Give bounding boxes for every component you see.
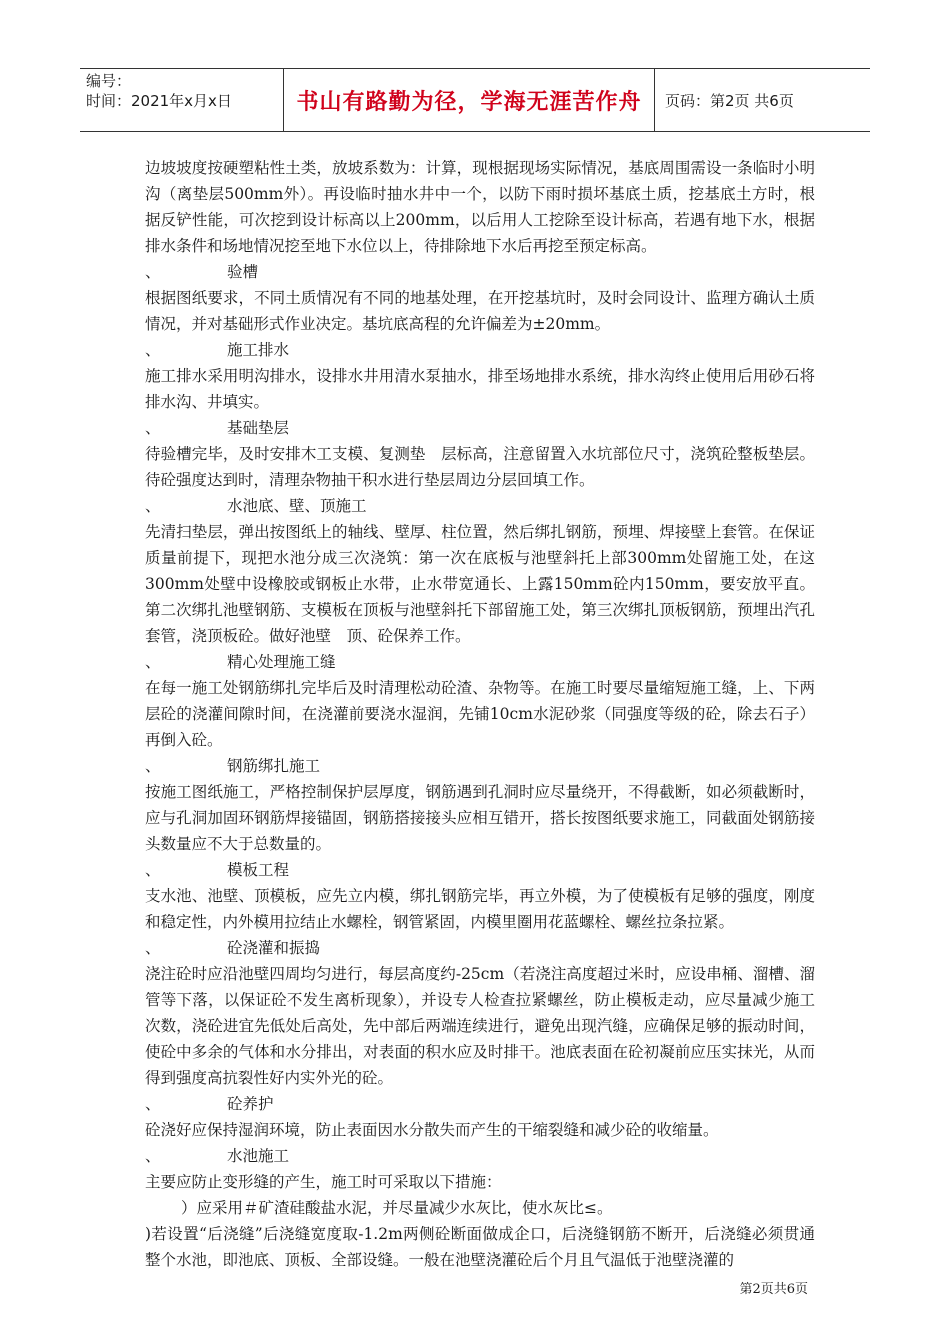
body-paragraph: 边坡坡度按硬塑粘性土类，放坡系数为：计算，现根据现场实际情况，基底周围需设一条临时小明沟（离垫层500mm外）。再设临时抽水井中一个，以防下雨时损坏基底土质，挖基底土方时，根据反铲性能，可次挖到设计标高以上200mm，以后用人工挖除至设计标高，若遇有地下水，根据排水条件和场地情况挖至地下水位以上，待排除地下水后再挖至预定标高。 — [145, 159, 815, 255]
section-marker: 、 — [145, 263, 161, 281]
header-motto-cell — [283, 69, 655, 131]
body-paragraph: ）应采用＃矿渣硅酸盐水泥，并尽量减少水灰比，使水灰比≤。 — [181, 1199, 613, 1217]
section-marker: 、 — [145, 939, 161, 957]
section-heading — [145, 1091, 815, 1117]
section-marker: 、 — [145, 497, 161, 515]
section-title: 水池底、壁、顶施工 — [227, 497, 367, 515]
body-paragraph: 根据图纸要求，不同土质情况有不同的地基处理，在开挖基坑时，及时会同设计、监理方确认土质情况，并对基础形式作业决定。基坑底高程的允许偏差为±20mm。 — [145, 289, 815, 333]
body-paragraph: 砼浇好应保持湿润环境，防止表面因水分散失而产生的干缩裂缝和减少砼的收缩量。 — [145, 1121, 719, 1139]
section-title: 验槽 — [227, 263, 259, 281]
body-paragraph: 支水池、池壁、顶模板，应先立内模，绑扎钢筋完毕，再立外模，为了使模板有足够的强度，刚度和稳定性，内外模用拉结止水螺栓，钢管紧固，内模里圈用花蓝螺栓、螺丝拉条拉紧。 — [145, 887, 815, 931]
section-heading — [145, 649, 815, 675]
date-label: 时间：2021年x月x日 — [86, 92, 232, 110]
body-paragraph: 按施工图纸施工，严格控制保护层厚度，钢筋遇到孔洞时应尽量绕开，不得截断，如必须截断时，应与孔洞加固环钢筋焊接锚固，钢筋搭接接头应相互错开，搭长按图纸要求施工，同截面处钢筋接头数量应不大于总数量的。 — [145, 783, 815, 853]
document-body — [145, 155, 815, 1273]
section-heading — [145, 259, 815, 285]
section-heading — [145, 415, 815, 441]
header-page-cell — [655, 69, 870, 131]
body-paragraph: 浇注砼时应沿池壁四周均匀进行，每层高度约-25cm（若浇注高度超过米时，应设串桶、溜槽、溜管等下落，以保证砼不发生离析现象），并设专人检查拉紧螺丝，防止模板走动，应尽量减少施工次数，浇砼进宜先低处后高处，先中部后两端连续进行，避免出现汽缝，应确保足够的振动时间，使砼中多余的气体和水分排出，对表面的积水应及时排干。池底表面在砼初凝前应压实抹光，从而得到强度高抗裂性好内实外光的砼。 — [145, 965, 815, 1087]
section-heading — [145, 857, 815, 883]
section-title: 精心处理施工缝 — [227, 653, 336, 671]
section-title: 施工排水 — [227, 341, 290, 359]
header-page-label: 页码：第2页 共6页 — [665, 91, 794, 110]
section-title: 模板工程 — [227, 861, 290, 879]
body-paragraph: 在每一施工处钢筋绑扎完毕后及时清理松动砼渣、杂物等。在施工时要尽量缩短施工缝，上、下两层砼的浇灌间隙时间，在浇灌前要浇水湿润，先铺10cm水泥砂浆（同强度等级的砼，除去石子）再倒入砼。 — [145, 679, 815, 749]
section-marker: 、 — [145, 1095, 161, 1113]
body-paragraph: 主要应防止变形缝的产生，施工时可采取以下措施： — [145, 1173, 502, 1191]
section-title: 水池施工 — [227, 1147, 290, 1165]
doc-number-label: 编号： — [86, 72, 132, 90]
page-footer — [739, 1278, 808, 1297]
section-marker: 、 — [145, 419, 161, 437]
section-heading — [145, 337, 815, 363]
section-heading — [145, 753, 815, 779]
header-info-cell — [80, 69, 283, 131]
section-title: 基础垫层 — [227, 419, 290, 437]
body-paragraph: 先清扫垫层，弹出按图纸上的轴线、壁厚、柱位置，然后绑扎钢筋，预埋、焊接壁上套管。在保证质量前提下，现把水池分成三次浇筑：第一次在底板与池壁斜托上部300mm处留施工处，在这300mm处壁中设橡胶或钢板止水带，止水带宽通长、上露150mm砼内150mm，要安放平直。第二次绑扎池壁钢筋、支模板在顶板与池壁斜托下部留施工处，第三次绑扎顶板钢筋，预埋出汽孔套管，浇顶板砼。做好池壁 顶、砼保养工作。 — [145, 523, 815, 645]
section-title: 砼养护 — [227, 1095, 274, 1113]
section-marker: 、 — [145, 1147, 161, 1165]
section-title: 砼浇灌和振捣 — [227, 939, 321, 957]
body-paragraph: 待验槽完毕，及时安排木工支模、复测垫 层标高，注意留置入水坑部位尺寸，浇筑砼整板垫层。待砼强度达到时，清理杂物抽干积水进行垫层周边分层回填工作。 — [145, 445, 815, 489]
page-header — [80, 68, 870, 132]
section-heading — [145, 493, 815, 519]
section-heading — [145, 1143, 815, 1169]
section-marker: 、 — [145, 341, 161, 359]
section-marker: 、 — [145, 861, 161, 879]
section-marker: 、 — [145, 653, 161, 671]
body-paragraph: )若设置“后浇缝”后浇缝宽度取-1.2m两侧砼断面做成企口，后浇缝钢筋不断开，后浇缝必须贯通整个水池，即池底、顶板、全部设缝。一般在池壁浇灌砼后个月且气温低于池壁浇灌的 — [145, 1225, 815, 1269]
body-paragraph: 施工排水采用明沟排水，设排水井用清水泵抽水，排至场地排水系统，排水沟终止使用后用砂石将排水沟、井填实。 — [145, 367, 815, 411]
motto-text: 书山有路勤为径，学海无涯苦作舟 — [296, 89, 642, 115]
section-heading — [145, 935, 815, 961]
section-title: 钢筋绑扎施工 — [227, 757, 321, 775]
footer-page-label: 第2页共6页 — [739, 1282, 808, 1297]
section-marker: 、 — [145, 757, 161, 775]
